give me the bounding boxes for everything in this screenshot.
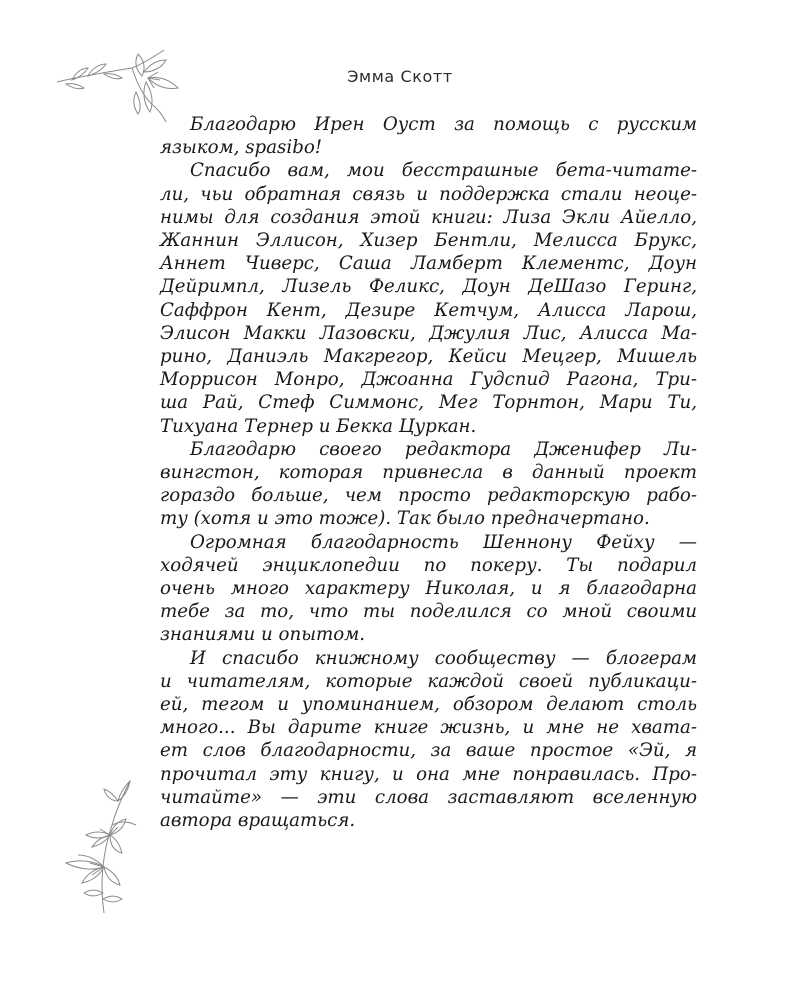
text-line: языком, spasibo! [160, 137, 323, 159]
text-line: читайте» — эти слова заставляют вселенную [160, 786, 697, 808]
text-line: Дейримпл, Лизель Феликс, Доун ДеШазо Геринг, [160, 276, 697, 298]
paragraph-1 [160, 113, 697, 159]
text-line: Аннет Чиверс, Саша Ламберт Клементс, Доун [160, 253, 697, 275]
text-line: знаниями и опытом. [160, 624, 366, 646]
text-line: Жаннин Эллисон, Хизер Бентли, Мелисса Брукс, [160, 230, 697, 252]
paragraph-2 [160, 159, 697, 437]
text-line: вингстон, которая привнесла в данный проект [160, 462, 697, 484]
text-line: ей, тегом и упоминанием, обзором делают столь [160, 694, 697, 716]
running-title: Эмма Скотт [347, 67, 453, 86]
paragraph-3 [160, 438, 697, 531]
text-line: ли, чьи обратная связь и поддержка стали неоце- [160, 183, 697, 205]
text-line: Элисон Макки Лазовски, Джулия Лис, Алисса Ма- [160, 322, 697, 344]
text-line: ша Рай, Стеф Симмонс, Мег Торнтон, Мари Ти, [160, 392, 697, 414]
text-line: Моррисон Монро, Джоанна Гудспид Рагона, Три- [160, 369, 697, 391]
text-line: рино, Даниэль Макгрегор, Кейси Мецгер, Мишель [160, 346, 697, 368]
text-line: гораздо больше, чем просто редакторскую рабо- [160, 485, 697, 507]
text-line: ходячей энциклопедии по покеру. Ты подарил [160, 554, 697, 576]
acknowledgements-text [160, 113, 697, 832]
text-line: ту (хотя и это тоже). Так было предначертано. [160, 508, 650, 530]
paragraph-5 [160, 647, 697, 833]
text-line: Огромная благодарность Шеннону Фейху — [190, 531, 697, 553]
text-line: очень много характеру Николая, и я благодарна [160, 578, 697, 600]
paragraph-4 [160, 531, 697, 647]
text-line: много... Вы дарите книге жизнь, и мне не хвата- [160, 717, 697, 739]
lily-flower-icon [56, 775, 148, 915]
text-line: и читателям, которые каждой своей публикаци- [160, 670, 697, 692]
text-line: Тихуана Тернер и Бекка Цуркан. [160, 415, 477, 437]
text-line: Благодарю своего редактора Дженифер Ли- [190, 438, 697, 460]
text-line: нимы для создания этой книги: Лиза Экли Айелло, [160, 206, 697, 228]
text-line: прочитал эту книгу, и она мне понравилась. Про- [160, 763, 697, 785]
text-line: И спасибо книжному сообществу — блогерам [190, 647, 697, 669]
text-line: ет слов благодарности, за ваше простое «Эй, я [160, 740, 697, 762]
text-line: автора вращаться. [160, 810, 356, 832]
text-line: Благодарю Ирен Оуст за помощь с русским [190, 114, 697, 135]
text-line: тебе за то, что ты поделился со мной своими [160, 601, 697, 623]
text-line: Саффрон Кент, Дезире Кетчум, Алисса Ларош, [160, 299, 697, 321]
text-line: Спасибо вам, мои бесстрашные бета-читате- [190, 160, 697, 182]
